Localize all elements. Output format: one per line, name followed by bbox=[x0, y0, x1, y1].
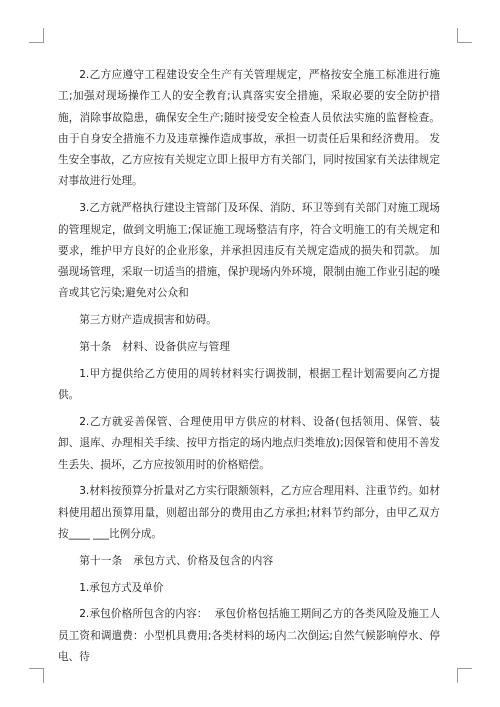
crop-mark-top-left bbox=[29, 28, 44, 43]
clause-10-3: 3.材料按预算分折量对乙方实行限额领料，乙方应合理用料、注重节约。如材料使用超出预算用量，则超出部分的费用由乙方承担;材料节约部分，由甲乙双方按____ ___比例分成。 bbox=[58, 485, 440, 540]
clause-civilized-construction: 3.乙方就严格执行建设主管部门及环保、消防、环卫等到有关部门对施工现场的管理规定，做到文明施工;保证施工现场整洁有序，符合文明施工的有关规定和要求，维护甲方良好的企业形象，并承担因违反有关规定造成的损失和罚款。 加强现场管理，采取一切适当的措施，保护现场内外环境，限制由施工作业引起的噪音或其它污染;避免对公众和 bbox=[58, 202, 440, 300]
clause-11-2: 2.承包价格所包含的内容： 承包价格包括施工期间乙方的各类风险及施工人员工资和调遣费：小型机具费用;各类材料的场内二次倒运;自然气候影响停水、停电、待 bbox=[58, 608, 440, 663]
crop-mark-top-right bbox=[457, 28, 472, 43]
crop-mark-bottom-left bbox=[29, 668, 44, 683]
clause-10-2: 2.乙方就妥善保管、合理使用甲方供应的材料、设备(包括领用、保管、装卸、退库、办理相关手续、按甲方指定的场内地点归类堆放);因保管和使用不善发生丢失、损坏，乙方应按领用时的价格赔偿。 bbox=[58, 415, 440, 471]
article-11-heading: 第十一条 承包方式、价格及包含的内容 bbox=[79, 554, 274, 567]
clause-safety: 2.乙方应遵守工程建设安全生产有关管理规定，严格按安全施工标准进行施工;加强对现场操作工人的安全教育;认真落实安全措施，采取必要的安全防护措施，消除事故隐患，确保安全生产;随时接受安全检查人员依法实施的监督检查。由于自身安全措施不力及违章操作造成事故，承担一切责任后果和经济费用。 发生安全事故，乙方应按有关规定立即上报甲方有关部门，同时按国家有关法律规定对事故进行处理。 bbox=[58, 69, 440, 188]
article-10-heading: 第十条 材料、设备供应与管理 bbox=[79, 341, 231, 354]
clause-10-1: 1.甲方提供给乙方使用的周转材料实行调拨制，根据工程计划需要向乙方提供。 bbox=[58, 367, 440, 402]
clause-11-1: 1.承包方式及单价 bbox=[79, 581, 164, 594]
document-page bbox=[58, 65, 440, 674]
clause-continuation: 第三方财产造成损害和妨碍。 bbox=[79, 314, 217, 327]
crop-mark-bottom-right bbox=[457, 668, 472, 683]
